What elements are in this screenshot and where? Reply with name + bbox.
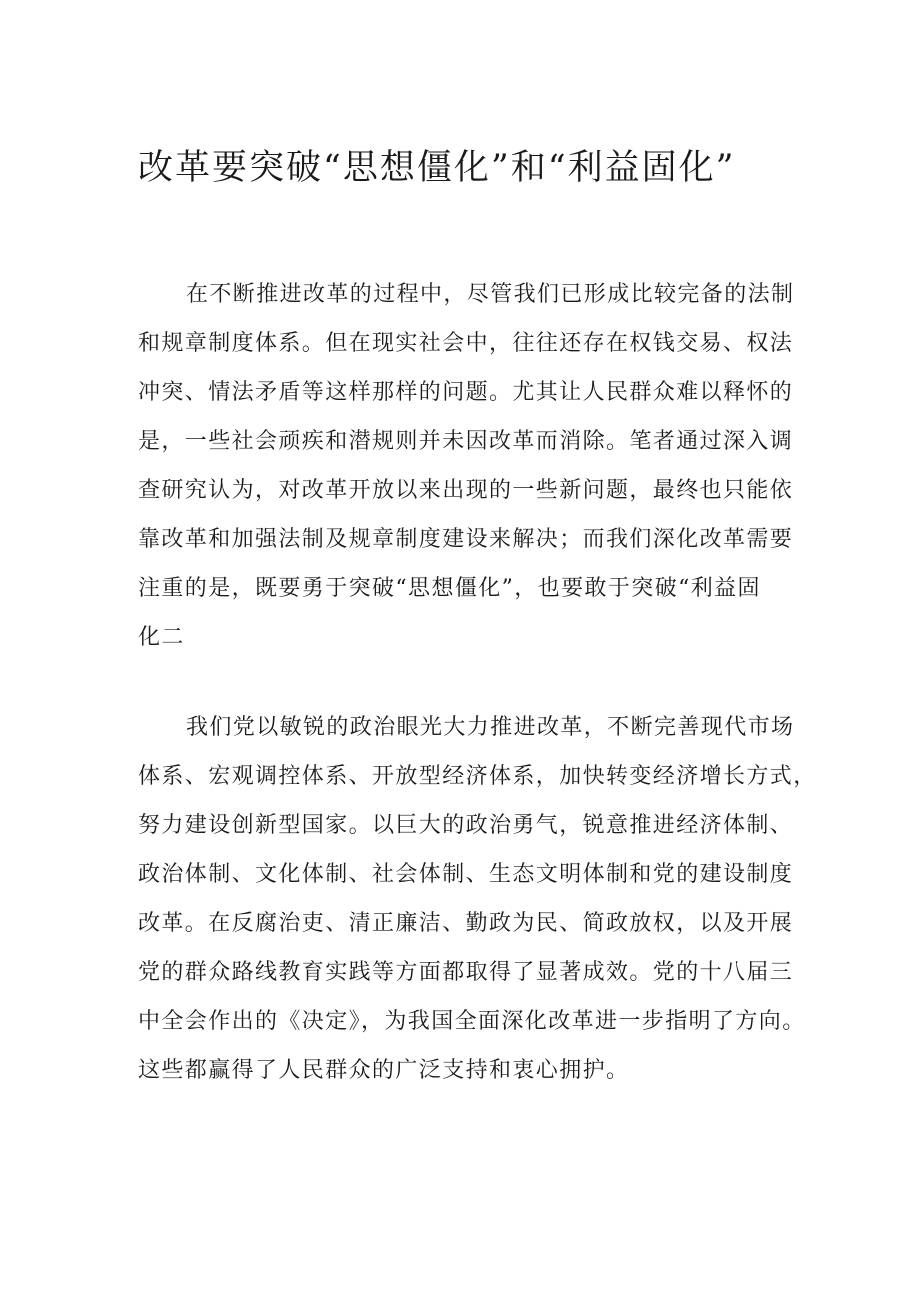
paragraph-2: [138, 703, 817, 1095]
paragraph-line: 是，一些社会顽疾和潜规则并未因改革而消除。笔者通过深入调: [138, 429, 794, 454]
paragraph-line: 注重的是，既要勇于突破“思想僵化”，也要敢于突破“利益固: [138, 576, 761, 601]
paragraph-line: 靠改革和加强法制及规章制度建设来解决；而我们深化改革需要: [138, 527, 794, 552]
paragraph-line: 化二: [138, 625, 185, 650]
paragraph-line: 查研究认为，对改革开放以来出现的一些新问题，最终也只能依: [138, 478, 794, 503]
paragraph-line: 政治体制、文化体制、社会体制、生态文明体制和党的建设制度: [138, 862, 794, 887]
document-title: 改革要突破“思想僵化”和“利益固化”: [138, 148, 736, 188]
paragraph-line: 努力建设创新型国家。以巨大的政治勇气，锐意推进经济体制、: [138, 813, 794, 838]
paragraph-line: 体系、宏观调控体系、开放型经济体系，加快转变经济增长方式，: [138, 764, 817, 789]
paragraph-line: 我们党以敏锐的政治眼光大力推进改革，不断完善现代市场: [186, 715, 795, 740]
paragraph-line: 冲突、情法矛盾等这样那样的问题。尤其让人民群众难以释怀的: [138, 380, 794, 405]
paragraph-line: 在不断推进改革的过程中，尽管我们已形成比较完备的法制: [186, 282, 795, 307]
paragraph-line: 党的群众路线教育实践等方面都取得了显著成效。党的十八届三: [138, 960, 794, 985]
paragraph-line: 改革。在反腐治吏、清正廉洁、勤政为民、简政放权，以及开展: [138, 911, 794, 936]
paragraph-line: 这些都赢得了人民群众的广泛支持和衷心拥护。: [138, 1058, 630, 1083]
paragraph-1: [138, 270, 795, 662]
paragraph-line: 和规章制度体系。但在现实社会中，往往还存在权钱交易、权法: [138, 331, 794, 356]
paragraph-line: 中全会作出的《决定》，为我国全面深化改革进一步指明了方向。: [138, 1009, 806, 1034]
